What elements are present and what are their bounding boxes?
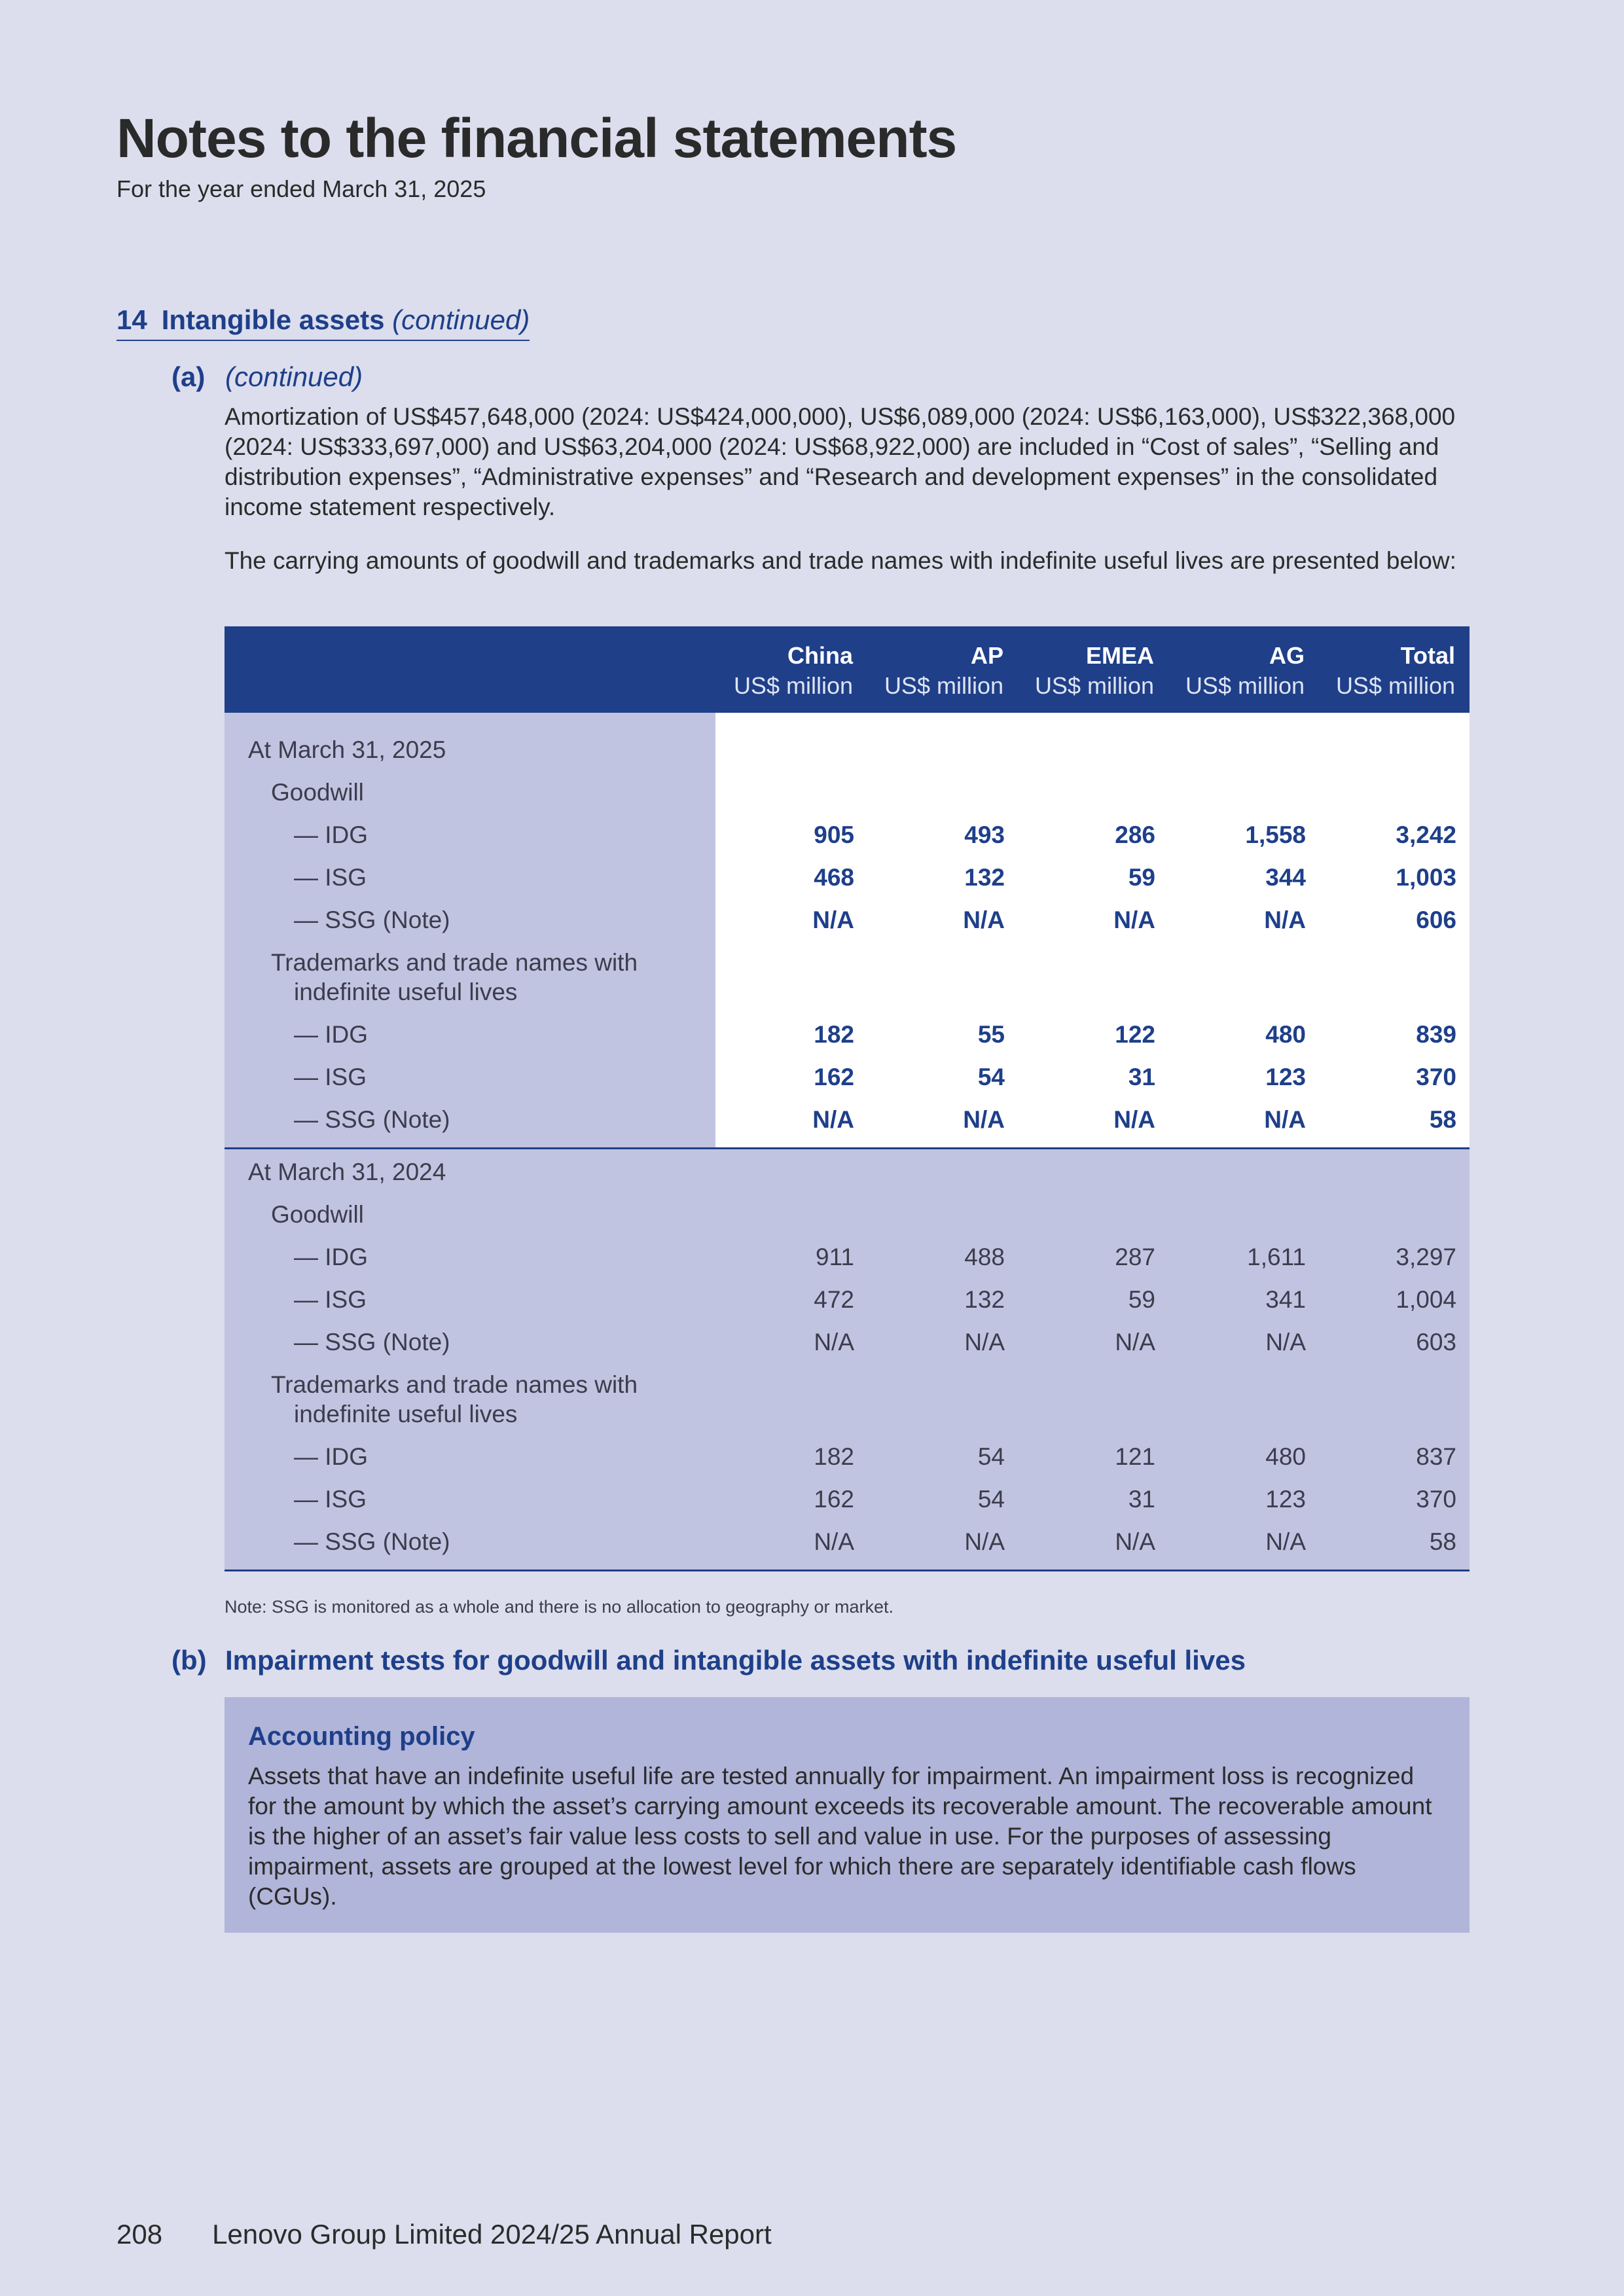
cell-total: 1,004 (1396, 1286, 1456, 1313)
cell-ap: 54 (977, 1064, 1005, 1090)
table-row (225, 812, 1470, 855)
cell-ap: 488 (964, 1244, 1005, 1270)
col-header-ag: AG US$ million (1185, 642, 1305, 699)
subsection-b-label: (b) (171, 1645, 207, 1676)
cell-ag: 344 (1265, 864, 1306, 891)
cell-ag: 480 (1265, 1021, 1306, 1048)
table-row (225, 855, 1470, 897)
cell-total: 837 (1416, 1443, 1456, 1470)
report-name: Lenovo Group Limited 2024/25 Annual Report (212, 2219, 772, 2250)
table-note: Note: SSG is monitored as a whole and there is no allocation to geography or market. (225, 1597, 894, 1617)
cell-ap: 132 (964, 1286, 1005, 1313)
carrying-amounts-table (225, 626, 1470, 1571)
row-label: — SSG (Note) (294, 1106, 450, 1133)
table-row (225, 1362, 1470, 1434)
accounting-policy-box (225, 1697, 1470, 1933)
cell-china: 182 (814, 1443, 854, 1470)
cell-china: 162 (814, 1486, 854, 1513)
row-label: — IDG (294, 821, 369, 848)
col-header-china: China US$ million (733, 642, 853, 699)
table-row (225, 1519, 1470, 1562)
cell-ag: N/A (1264, 1106, 1306, 1133)
cell-ap: 132 (964, 864, 1005, 891)
cell-emea: 122 (1115, 1021, 1155, 1048)
cell-china: N/A (814, 1528, 854, 1555)
table-header (225, 626, 1470, 713)
table-row (225, 1319, 1470, 1362)
page-footer (117, 2219, 772, 2250)
cell-ag: N/A (1265, 1329, 1306, 1355)
accounting-policy-text: Assets that have an indefinite useful life are tested annually for impairment. An impairment loss is recognized for the amount by which the asset’s carrying amount exceeds its recoverable amount. The recoverable amount is the higher of an asset’s fair value less costs to sell and value in use. For the purposes of assessing impairment, assets are grouped at the lowest level for which there are separately identifiable cash flows (CGUs). (248, 1763, 1432, 1910)
cell-ag: 480 (1265, 1443, 1306, 1470)
table-row (225, 1434, 1470, 1477)
subsection-b-title: Impairment tests for goodwill and intangible assets with indefinite useful lives (225, 1645, 1246, 1676)
row-label: — ISG (294, 864, 367, 891)
cell-emea: 59 (1128, 864, 1155, 891)
cell-ag: 1,611 (1247, 1244, 1306, 1270)
row-label: — SSG (Note) (294, 1329, 450, 1355)
row-label: — ISG (294, 1064, 367, 1090)
cell-total: 3,297 (1396, 1244, 1456, 1270)
cell-china: 182 (814, 1021, 854, 1048)
cell-emea: N/A (1115, 1528, 1155, 1555)
cell-ap: N/A (963, 1106, 1005, 1133)
group-label-continued: indefinite useful lives (294, 1401, 518, 1427)
cell-ap: N/A (964, 1329, 1005, 1355)
table-row (225, 1097, 1470, 1139)
row-label: — ISG (294, 1286, 367, 1313)
table-body-2025 (225, 713, 1470, 1149)
accounting-policy-title: Accounting policy (248, 1722, 475, 1751)
row-label: — IDG (294, 1443, 369, 1470)
cell-total: 370 (1416, 1064, 1456, 1090)
carrying-amounts-paragraph: The carrying amounts of goodwill and trademarks and trade names with indefinite useful lives are presented below: (225, 547, 1456, 574)
table-row (225, 1192, 1470, 1234)
amortization-paragraph: Amortization of US$457,648,000 (2024: US$424,000,000), US$6,089,000 (2024: US$6,163,000), US$322,368,000 (2024: US$333,697,000) and US$63,204,000 (2024: US$68,922,000) are included in “Cost of sales”, “Selling and distribution expenses”, “Administrative expenses” and “Research and development expenses” in the consolidated income statement respectively. (225, 403, 1456, 520)
cell-ap: N/A (963, 906, 1005, 933)
cell-china: 162 (814, 1064, 854, 1090)
cell-emea: 286 (1115, 821, 1155, 848)
col-header-ap: AP US$ million (884, 642, 1003, 699)
cell-ap: 54 (977, 1443, 1005, 1470)
cell-ap: N/A (964, 1528, 1005, 1555)
group-label: Goodwill (271, 779, 364, 806)
cell-ag: N/A (1264, 906, 1306, 933)
table-body-2024 (225, 1149, 1470, 1571)
cell-ap: 493 (964, 821, 1005, 848)
row-label: — IDG (294, 1021, 369, 1048)
table-row (225, 727, 1470, 770)
cell-ag: N/A (1265, 1528, 1306, 1555)
cell-china: 468 (814, 864, 854, 891)
row-label: — SSG (Note) (294, 1528, 450, 1555)
cell-ag: 341 (1265, 1286, 1306, 1313)
cell-emea: N/A (1115, 1329, 1155, 1355)
page-number: 208 (117, 2219, 163, 2250)
cell-emea: N/A (1113, 1106, 1155, 1133)
cell-emea: 31 (1128, 1486, 1155, 1513)
cell-total: 603 (1416, 1329, 1456, 1355)
cell-total: 58 (1429, 1528, 1456, 1555)
group-label-continued: indefinite useful lives (294, 978, 518, 1005)
row-label: — ISG (294, 1486, 367, 1513)
section-continued: (continued) (392, 304, 530, 335)
cell-china: N/A (812, 906, 854, 933)
subsection-a-title: (continued) (225, 361, 363, 392)
section-title: Intangible assets (161, 304, 385, 335)
table-row (225, 1012, 1470, 1054)
cell-emea: 287 (1115, 1244, 1155, 1270)
table-row (225, 1234, 1470, 1277)
cell-ag: 123 (1265, 1486, 1306, 1513)
row-label: — SSG (Note) (294, 906, 450, 933)
cell-total: 606 (1416, 906, 1456, 933)
cell-ap: 55 (977, 1021, 1005, 1048)
cell-china: N/A (812, 1106, 854, 1133)
table-row (225, 1477, 1470, 1519)
cell-emea: N/A (1113, 906, 1155, 933)
cell-ag: 123 (1265, 1064, 1306, 1090)
col-header-total: Total US$ million (1335, 642, 1455, 699)
subsection-b-heading (171, 1645, 1246, 1676)
cell-china: N/A (814, 1329, 854, 1355)
cell-emea: 59 (1128, 1286, 1155, 1313)
cell-total: 370 (1416, 1486, 1456, 1513)
cell-ag: 1,558 (1245, 821, 1306, 848)
table-row (225, 770, 1470, 812)
table-row (225, 940, 1470, 1012)
cell-emea: 31 (1128, 1064, 1155, 1090)
group-label: Trademarks and trade names with (271, 1371, 638, 1398)
cell-china: 911 (816, 1244, 854, 1270)
cell-ap: 54 (977, 1486, 1005, 1513)
page-subtitle: For the year ended March 31, 2025 (117, 175, 486, 202)
subsection-a-label: (a) (171, 361, 206, 392)
cell-china: 472 (814, 1286, 854, 1313)
cell-total: 58 (1429, 1106, 1456, 1133)
cell-total: 3,242 (1396, 821, 1456, 848)
cell-china: 905 (814, 821, 854, 848)
cell-total: 1,003 (1396, 864, 1456, 891)
group-label: Goodwill (271, 1201, 364, 1228)
page-title: Notes to the financial statements (117, 107, 957, 169)
section-number: 14 (117, 304, 147, 335)
section-heading (117, 304, 530, 341)
col-header-emea: EMEA US$ million (1034, 642, 1154, 699)
table-row (225, 1149, 1470, 1192)
period-heading: At March 31, 2024 (248, 1158, 446, 1185)
period-heading: At March 31, 2025 (248, 736, 446, 763)
cell-total: 839 (1416, 1021, 1456, 1048)
group-label: Trademarks and trade names with (271, 949, 638, 976)
table-row (225, 1054, 1470, 1097)
table-row (225, 1277, 1470, 1319)
table-row (225, 897, 1470, 940)
row-label: — IDG (294, 1244, 369, 1270)
cell-emea: 121 (1115, 1443, 1155, 1470)
subsection-a-heading (171, 361, 363, 393)
